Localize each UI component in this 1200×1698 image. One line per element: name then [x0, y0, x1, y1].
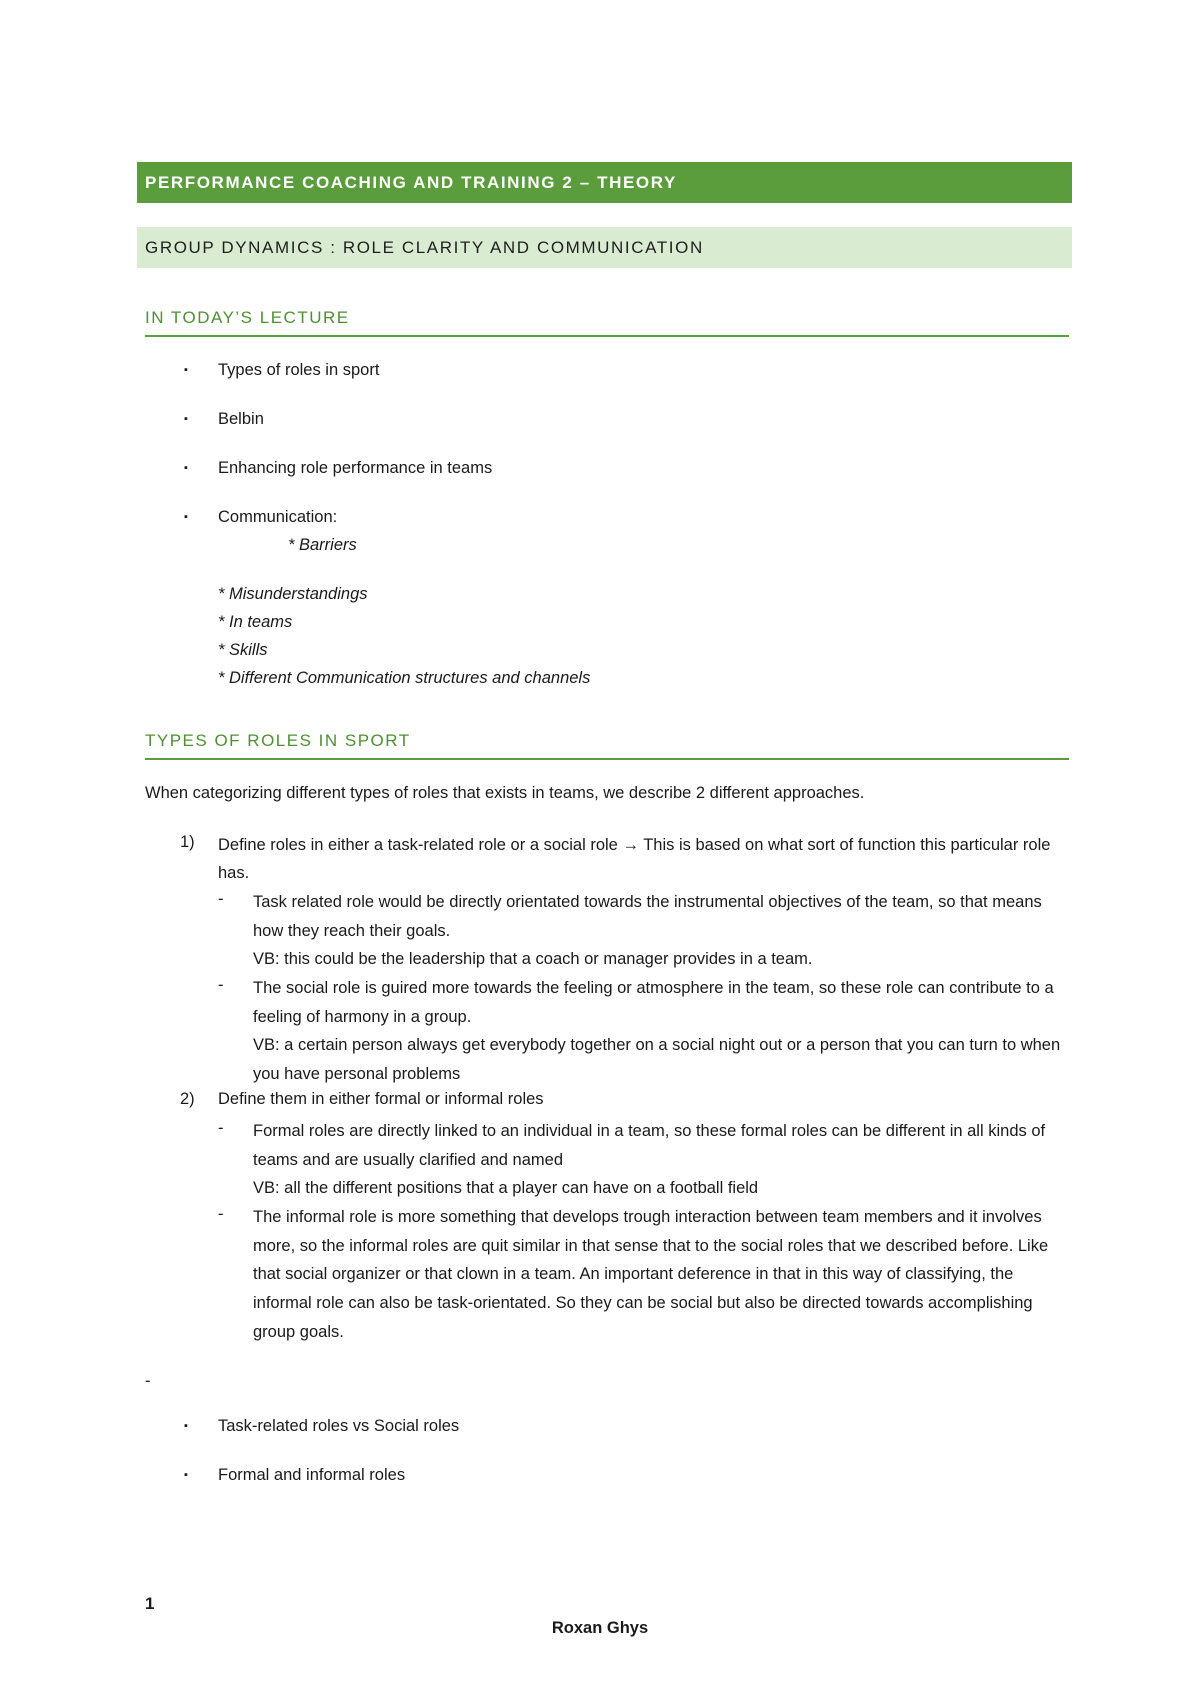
- document-subtitle: GROUP DYNAMICS : ROLE CLARITY AND COMMUNICATION: [137, 227, 1072, 268]
- approach-number: 1): [180, 833, 195, 851]
- lecture-subitem: * Different Communication structures and channels: [218, 669, 591, 687]
- lecture-item: Belbin: [218, 410, 264, 428]
- lecture-item: Enhancing role performance in teams: [218, 459, 493, 477]
- section-heading-roles: TYPES OF ROLES IN SPORT: [145, 726, 1069, 760]
- bullet-icon: ▪: [184, 364, 188, 376]
- roles-intro: When categorizing different types of roles that exists in teams, we describe 2 different approaches.: [145, 784, 865, 802]
- bullet-icon: ▪: [184, 1420, 188, 1432]
- bullet-icon: ▪: [184, 462, 188, 474]
- dash-marker: -: [218, 890, 224, 908]
- approach-point: The social role is guired more towards the feeling or atmosphere in the team, so these role can contribute to a feeling of harmony in a group. VB: a certain person always get everybody together on a social night out or a person that you can turn to when you have personal problems: [253, 979, 1061, 1083]
- bullet-icon: ▪: [184, 511, 188, 523]
- dash-marker: -: [218, 1205, 224, 1223]
- lecture-item: Communication:: [218, 508, 338, 526]
- dash-marker: -: [218, 1119, 224, 1137]
- lecture-subitem: * Skills: [218, 641, 268, 659]
- section-heading-lecture: IN TODAY’S LECTURE: [145, 303, 1069, 337]
- dash-marker: -: [218, 976, 224, 994]
- lecture-subitem: * In teams: [218, 613, 293, 631]
- document-title: PERFORMANCE COACHING AND TRAINING 2 – THEORY: [137, 162, 1072, 203]
- lecture-item: Types of roles in sport: [218, 361, 380, 379]
- approach-point: Task related role would be directly orientated towards the instrumental objectives of the team, so that means how they reach their goals. VB: this could be the leadership that a coach or manager provides in a team.: [253, 893, 1042, 968]
- bullet-icon: ▪: [184, 1469, 188, 1481]
- approach-point: Formal roles are directly linked to an individual in a team, so these formal roles can be different in all kinds of teams and are usually clarified and named VB: all the different positions that a player can have on a football field: [253, 1122, 1046, 1197]
- page-number: 1: [145, 1594, 155, 1613]
- approach-text: Define roles in either a task-related role or a social role → This is based on what sort of function this particular role has.: [218, 836, 1051, 882]
- summary-item: Formal and informal roles: [218, 1466, 406, 1484]
- bullet-icon: ▪: [184, 413, 188, 425]
- lecture-subitem: * Misunderstandings: [218, 585, 368, 603]
- approach-text: Define them in either formal or informal roles: [218, 1090, 544, 1108]
- approach-number: 2): [180, 1090, 195, 1108]
- lecture-subitem: * Barriers: [288, 536, 357, 554]
- summary-item: Task-related roles vs Social roles: [218, 1417, 460, 1435]
- approach-point: The informal role is more something that develops trough interaction between team members and it involves more, so the informal roles are quit similar in that sense that to the social roles that we described before. Like that social organizer or that clown in a team. An important deference in that in this way of classifying, the informal role can also be task-orientated. So they can be social but also be directed towards accomplishing group goals.: [253, 1208, 1049, 1341]
- dash-marker: -: [145, 1372, 151, 1390]
- footer-author: Roxan Ghys: [551, 1619, 649, 1637]
